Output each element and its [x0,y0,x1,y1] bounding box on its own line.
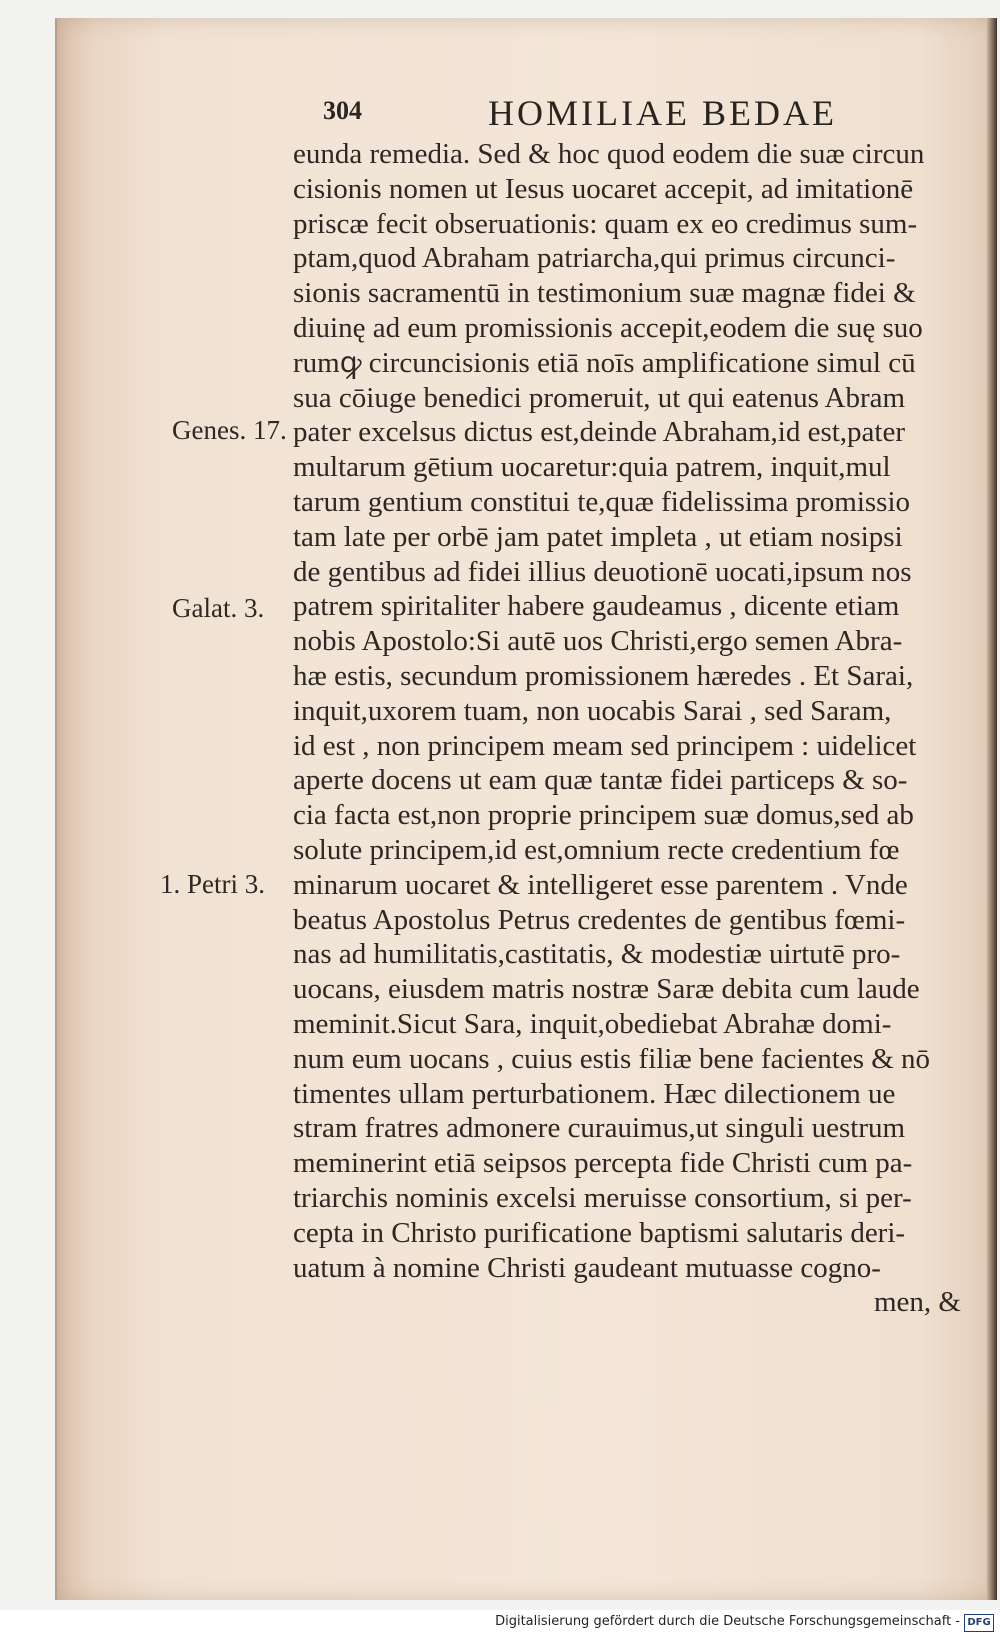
text-line: solute principem,id est,omnium recte credentium fœ [293,833,900,866]
text-line: cepta in Christo purificatione baptismi salutaris deri- [293,1216,906,1249]
funding-credit: Digitalisierung gefördert durch die Deutsche Forschungsgemeinschaft - [495,1614,960,1629]
text-line: uatum à nomine Christi gaudeant mutuasse cogno- [293,1251,881,1284]
text-line: uocans, eiusdem matris nostræ Saræ debita cum laude [293,973,920,1006]
text-line: multarum gētium uocaretur:quia patrem, inquit,mul [293,451,891,484]
text-line: aperte docens ut eam quæ tantæ fidei particeps & so- [293,764,908,797]
text-line: de gentibus ad fidei illius deuotionē uocati,ipsum nos [293,555,912,588]
text-line: cia facta est,non proprie principem suæ domus,sed ab [293,799,914,832]
digitization-footer [0,1610,1000,1636]
text-line: inquit,uxorem tuam, non uocabis Sarai , sed Saram, [293,694,892,727]
text-line: patrem spiritaliter habere gaudeamus , dicente etiam [293,590,900,623]
text-line: stram fratres admonere curauimus,ut singuli uestrum [293,1112,906,1145]
text-line: rumꝙ circuncisionis etiā noīs amplificatione simul cū [293,346,916,379]
text-line: nas ad humilitatis,castitatis, & modestiæ uirtutē pro- [293,938,901,971]
marginal-note-peter: 1. Petri 3. [160,869,265,899]
text-line: tam late per orbē jam patet impleta , ut etiam nosipsi [293,520,903,553]
text-line: hæ estis, secundum promissionem hæredes . Et Sarai, [293,659,914,692]
text-line: tarum gentium constitui te,quæ fidelissima promissio [293,485,911,518]
marginal-note-genesis: Genes. 17. [172,415,287,445]
text-line: triarchis nominis excelsi meruisse consortium, si per- [293,1181,912,1214]
page-number: 304 [323,96,362,125]
text-line: pater excelsus dictus est,deinde Abraham,id est,pater [293,416,906,449]
marginal-note-galatians: Galat. 3. [172,593,265,623]
text-line: ptam,quod Abraham patriarcha,qui primus circunci- [293,242,896,275]
text-line: sua cōiuge benedici promeruit, ut qui eatenus Abram [293,381,906,414]
text-line: cisionis nomen ut Iesus uocaret accepit, ad imitationē [293,172,914,205]
text-line: diuinę ad eum promissionis accepit,eodem die suę suo [293,311,923,344]
text-line: minarum uocaret & intelligeret esse parentem . Vnde [293,868,908,901]
text-line: eunda remedia. Sed & hoc quod eodem die suæ circun [293,138,925,170]
dfg-logo: DFG [964,1614,994,1632]
text-line: priscæ fecit obseruationis: quam ex eo credimus sum- [293,207,918,240]
text-line: nobis Apostolo:Si autē uos Christi,ergo semen Abra- [293,625,903,658]
text-line: meminerint etiā seipsos percepta fide Christi cum pa- [293,1147,913,1180]
text-line: sionis sacramentū in testimonium suæ magnæ fidei & [293,277,916,310]
catchword: men, & [874,1286,961,1319]
text-line: meminit.Sicut Sara, inquit,obediebat Abrahæ domi- [293,1007,892,1040]
text-line: timentes ullam perturbationem. Hæc dilectionem ue [293,1077,896,1110]
body-text [293,137,973,1320]
running-head: HOMILIAE BEDAE [488,93,837,133]
page-edge [987,18,997,1600]
text-line: id est , non principem meam sed principem : uidelicet [293,729,917,762]
text-line: beatus Apostolus Petrus credentes de gentibus fœmi- [293,903,906,936]
text-line: num eum uocans , cuius estis filiæ bene facientes & nō [293,1042,931,1075]
